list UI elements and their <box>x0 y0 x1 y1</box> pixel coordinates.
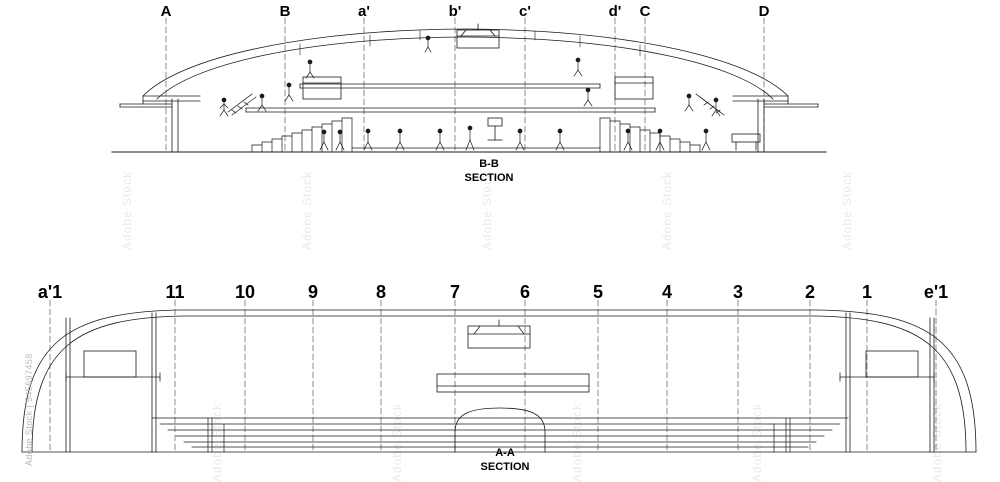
grid-label-e-prime-1: e'1 <box>923 282 949 302</box>
side-box-left-aa <box>66 351 160 381</box>
section-title-aa-line1: A-A <box>495 447 515 459</box>
grid-label-c-prime: c' <box>519 3 531 20</box>
grid-label-10: 10 <box>234 282 256 302</box>
watermark-tile: Adobe Stock <box>570 402 584 482</box>
shell-outline-aa <box>22 310 976 452</box>
grid-label-11: 11 <box>165 282 185 302</box>
watermark-tile: Adobe Stock <box>480 170 494 250</box>
skybox-right-bb <box>615 77 653 99</box>
grid-label-6: 6 <box>519 282 530 302</box>
section-title-bb-line2: SECTION <box>464 171 514 184</box>
watermark-tile: Adobe Stock <box>390 402 404 482</box>
section-title-aa <box>455 447 555 475</box>
watermark-tile: Adobe Stock <box>660 170 674 250</box>
side-box-right-aa <box>840 351 934 381</box>
grid-label-a-prime-1: a'1 <box>37 282 63 302</box>
grid-label-5: 5 <box>592 282 603 302</box>
grid-label-8: 8 <box>375 282 386 302</box>
arena-floor-bb <box>352 148 600 152</box>
watermark-tile: Adobe Stock <box>840 170 854 250</box>
section-title-bb <box>439 158 539 186</box>
watermark-tile: Adobe Stock <box>210 402 224 482</box>
watermark-id: Adobe Stock | 545697458 <box>24 353 34 466</box>
grid-label-1: 1 <box>861 282 872 302</box>
upper-deck-bb <box>246 84 655 112</box>
floor-equipment-bb <box>488 118 760 150</box>
grid-label-c: C <box>639 3 651 20</box>
watermark-tile: Adobe Stock <box>930 402 944 482</box>
banner-aa <box>437 374 589 392</box>
grid-label-9: 9 <box>307 282 318 302</box>
grid-label-3: 3 <box>732 282 743 302</box>
grid-label-b-prime: b' <box>448 3 462 20</box>
seating-bands-aa <box>152 418 848 447</box>
grid-label-2: 2 <box>804 282 815 302</box>
grid-label-7: 7 <box>449 282 460 302</box>
watermark-tile: Adobe Stock <box>300 170 314 250</box>
grid-label-a-prime: a' <box>358 3 370 20</box>
watermark-tile: Adobe Stock <box>120 170 134 250</box>
grid-label-d-prime: d' <box>608 3 622 20</box>
scoreboard-bb <box>457 24 499 48</box>
grid-label-d: D <box>758 3 770 20</box>
scoreboard-aa <box>468 320 530 348</box>
section-title-aa-line2: SECTION <box>480 460 530 473</box>
watermark-tile: Adobe Stock <box>750 402 764 482</box>
grid-lines-aa <box>50 300 936 452</box>
grid-label-a: A <box>160 3 172 20</box>
grid-label-4: 4 <box>661 282 672 302</box>
roof-outline-bb <box>143 29 788 101</box>
tribune-left-bb <box>252 118 352 152</box>
grid-label-b: B <box>279 3 291 20</box>
section-title-bb-line1: B-B <box>479 158 499 170</box>
grid-lines-bb <box>166 18 764 152</box>
